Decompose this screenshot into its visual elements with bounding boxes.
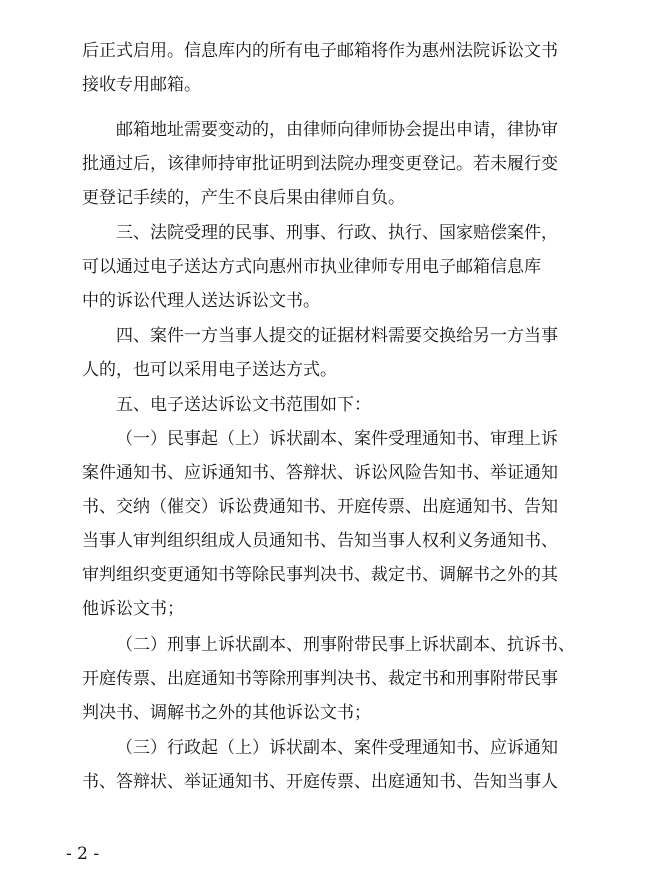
text-line: 审判组织变更通知书等除民事判决书、裁定书、调解书之外的其 <box>82 565 558 585</box>
text-line: （一）民事起（上）诉状副本、案件受理通知书、审理上诉 <box>116 429 558 449</box>
text-line: 接收专用邮箱。 <box>82 75 201 95</box>
text-line: 开庭传票、出庭通知书等除刑事判决书、裁定书和刑事附带民事 <box>82 669 558 689</box>
text-line: 更登记手续的，产生不良后果由律师自负。 <box>82 188 405 208</box>
text-line: 邮箱地址需要变动的，由律师向律师协会提出申请，律协审 <box>116 120 558 140</box>
text-line: 可以通过电子送达方式向惠州市执业律师专用电子邮箱信息库 <box>82 257 541 277</box>
text-line: 批通过后，该律师持审批证明到法院办理变更登记。若未履行变 <box>82 154 558 174</box>
text-line: 当事人审判组织组成人员通知书、告知当事人权利义务通知书、 <box>82 531 558 551</box>
text-line: 书、交纳（催交）诉讼费通知书、开庭传票、出庭通知书、告知 <box>82 497 558 517</box>
text-line: 后正式启用。信息库内的所有电子邮箱将作为惠州法院诉讼文书 <box>82 41 558 61</box>
text-line: 五、电子送达诉讼文书范围如下： <box>116 395 371 415</box>
text-line: （三）行政起（上）诉状副本、案件受理通知书、应诉通知 <box>116 738 558 758</box>
text-line: 人的，也可以采用电子送达方式。 <box>82 360 337 380</box>
text-line: 三、法院受理的民事、刑事、行政、执行、国家赔偿案件， <box>116 223 558 243</box>
text-line: 书、答辩状、举证通知书、开庭传票、出庭通知书、告知当事人 <box>82 772 558 792</box>
text-line: 判决书、调解书之外的其他诉讼文书； <box>82 703 371 723</box>
text-line: （二）刑事上诉状副本、刑事附带民事上诉状副本、抗诉书、 <box>116 635 575 655</box>
page-number: - 2 - <box>66 844 100 864</box>
text-line: 案件通知书、应诉通知书、答辩状、诉讼风险告知书、举证通知 <box>82 463 558 483</box>
text-line: 中的诉讼代理人送达诉讼文书。 <box>82 291 320 311</box>
text-line: 他诉讼文书； <box>82 599 184 619</box>
text-line: 四、案件一方当事人提交的证据材料需要交换给另一方当事 <box>116 326 558 346</box>
